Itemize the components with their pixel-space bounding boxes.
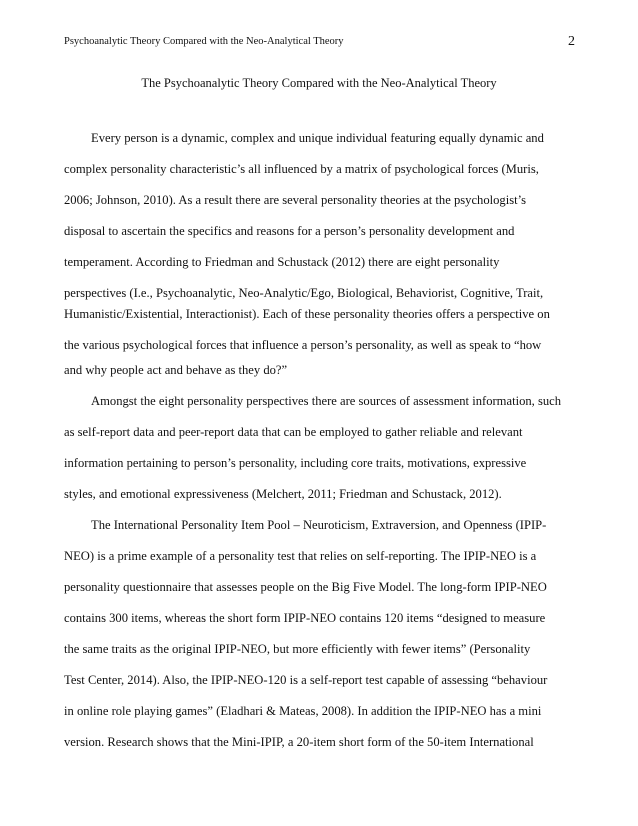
body-line: and why people act and behave as they do?” [64, 363, 288, 377]
body-line: personality questionnaire that assesses people on the Big Five Model. The long-form IPIP-NEO [64, 580, 547, 594]
running-head: Psychoanalytic Theory Compared with the Neo-Analytical Theory [64, 36, 344, 47]
body-line: Humanistic/Existential, Interactionist). Each of these personality theories offers a perspective on [64, 307, 550, 321]
body-line: version. Research shows that the Mini-IPIP, a 20-item short form of the 50-item International [64, 735, 534, 749]
body-line: The International Personality Item Pool – Neuroticism, Extraversion, and Openness (IPIP- [91, 518, 547, 532]
body-line: styles, and emotional expressiveness (Melchert, 2011; Friedman and Schustack, 2012). [64, 487, 502, 501]
body-line: perspectives (I.e., Psychoanalytic, Neo-Analytic/Ego, Biological, Behaviorist, Cognitive, Trait, [64, 286, 544, 300]
body-line: Every person is a dynamic, complex and unique individual featuring equally dynamic and [91, 131, 544, 145]
body-line: Amongst the eight personality perspectives there are sources of assessment information, such [91, 394, 562, 408]
body-line: the various psychological forces that influence a person’s personality, as well as speak to “how [64, 338, 542, 352]
body-line: Test Center, 2014). Also, the IPIP-NEO-120 is a self-report test capable of assessing “behaviour [64, 673, 548, 687]
body-line: temperament. According to Friedman and Schustack (2012) there are eight personality [64, 255, 500, 269]
body-line: complex personality characteristic’s all influenced by a matrix of psychological forces (Muris, [64, 162, 539, 176]
body-line: contains 300 items, whereas the short form IPIP-NEO contains 120 items “designed to measure [64, 611, 546, 625]
page-number: 2 [568, 34, 575, 49]
body-line: information pertaining to person’s personality, including core traits, motivations, expressive [64, 456, 527, 470]
body-line: 2006; Johnson, 2010). As a result there are several personality theories at the psychologist’s [64, 193, 527, 207]
body-line: the same traits as the original IPIP-NEO, but more efficiently with fewer items” (Personality [64, 642, 531, 656]
body-line: NEO) is a prime example of a personality test that relies on self-reporting. The IPIP-NEO is a [64, 549, 537, 563]
page-title: The Psychoanalytic Theory Compared with the Neo-Analytical Theory [141, 76, 497, 90]
body-line: disposal to ascertain the specifics and reasons for a person’s personality development and [64, 224, 515, 238]
body-line: as self-report data and peer-report data that can be employed to gather reliable and relevant [64, 425, 523, 439]
body-line: in online role playing games” (Eladhari & Mateas, 2008). In addition the IPIP-NEO has a mini [64, 704, 542, 718]
